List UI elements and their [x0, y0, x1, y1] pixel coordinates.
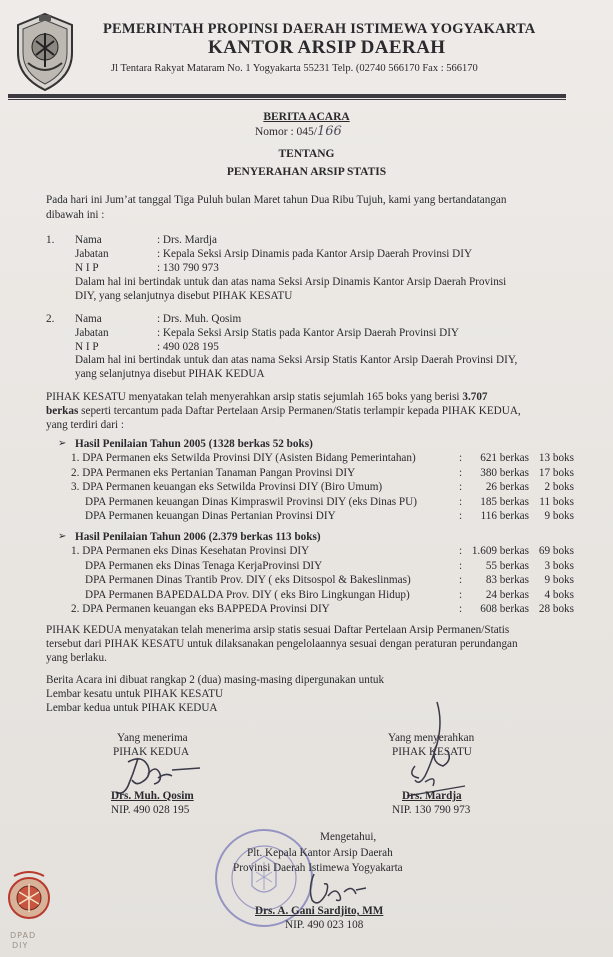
party-2-nip-label: N I P [75, 341, 99, 353]
number-handwritten: 166 [316, 124, 342, 139]
intro-line-2: dibawah ini : [46, 209, 105, 221]
item-colon: : [459, 466, 463, 479]
item-berkas: 116 berkas [480, 510, 529, 522]
item-boks: 2 boks [544, 481, 574, 493]
party-2-desc-2: yang selanjutnya disebut PIHAK KEDUA [75, 368, 265, 380]
closing-line-2: Lembar kesatu untuk PIHAK KESATU [46, 688, 224, 700]
item-description: DPA Permanen BAPEDALDA Prov. DIY ( eks Biro Lingkungan Hidup) [85, 588, 410, 601]
acknowledge-title-1: Plt. Kepala Kantor Arsip Daerah [247, 847, 393, 859]
item-colon: : [459, 559, 463, 572]
transfer-line-1 [46, 391, 488, 403]
item-boks: 9 boks [544, 510, 574, 522]
item-description: DPA Permanen keuangan Dinas Pertanian Provinsi DIY [85, 510, 336, 522]
item-berkas: 83 berkas [485, 574, 529, 586]
item-berkas: 608 berkas [480, 603, 529, 615]
giver-party: PIHAK KESATU [392, 746, 472, 758]
item-berkas: 380 berkas [480, 466, 529, 479]
section-2006-heading: Hasil Penilaian Tahun 2006 (2.379 berkas 113 boks) [75, 531, 321, 543]
item-boks: 69 boks [538, 545, 574, 557]
party-2-nip: : 490 028 195 [157, 341, 219, 353]
acknowledger-signature [300, 870, 370, 910]
document-number [255, 124, 342, 139]
item-colon: : [459, 545, 463, 557]
corner-label-top: DPAD [10, 931, 37, 940]
party-1-nama: : Drs. Mardja [157, 234, 217, 246]
party-1-nama-label: Nama [75, 234, 102, 246]
item-berkas: 55 berkas [485, 559, 529, 572]
item-berkas: 24 berkas [485, 588, 529, 601]
transfer-berkas-word: berkas [46, 405, 79, 417]
item-description: 2. DPA Permanen keuangan eks BAPPEDA Provinsi DIY [71, 603, 330, 615]
item-colon: : [459, 481, 463, 493]
item-boks: 28 boks [538, 603, 574, 615]
tentang-heading: TENTANG [278, 148, 335, 160]
item-boks: 4 boks [544, 588, 574, 601]
party-2-nama-label: Nama [75, 313, 102, 325]
item-description: 1. DPA Permanen eks Setwilda Provinsi DIY (Asisten Bidang Pemerintahan) [71, 452, 416, 464]
item-description: 1. DPA Permanen eks Dinas Kesehatan Provinsi DIY [71, 545, 310, 557]
party-2-desc-1: Dalam hal ini bertindak untuk dan atas nama Seksi Arsip Statis Kantor Arsip Daerah Provinsi DIY, [75, 354, 518, 366]
party-1-jabatan-label: Jabatan [75, 248, 109, 260]
acknowledger-name: Drs. A. Gani Sardjito, MM [255, 905, 384, 917]
item-berkas: 26 berkas [485, 481, 529, 493]
party-1-nip: : 130 790 973 [157, 262, 219, 274]
receipt-line-2: tersebut dari PIHAK KESATU untuk dilaksanakan pengelolaannya sesuai dengan peraturan perundangan [46, 638, 518, 650]
header-address: Jl Tentara Rakyat Mataram No. 1 Yogyakarta 55231 Telp. (02740 566170 Fax : 566170 [111, 63, 478, 74]
item-description: 3. DPA Permanen keuangan eks Setwilda Provinsi DIY (Biro Umum) [71, 481, 383, 493]
header-rule-thin [8, 99, 566, 100]
item-boks: 17 boks [538, 466, 574, 479]
coat-of-arms-logo [12, 11, 78, 93]
item-description: DPA Permanen Dinas Trantib Prov. DIY ( eks Ditsospol & Bakeslinmas) [85, 574, 411, 586]
item-boks: 9 boks [544, 574, 574, 586]
number-label: Nomor : 045/ [255, 126, 317, 138]
bullet-2005: ➢ [58, 438, 67, 449]
item-berkas: 621 berkas [480, 452, 529, 464]
party-2-number: 2. [46, 313, 55, 325]
transfer-line-1-text: PIHAK KESATU menyatakan telah menyerahkan arsip statis sejumlah 165 boks yang berisi [46, 391, 463, 403]
item-boks: 3 boks [544, 559, 574, 572]
party-1-number: 1. [46, 234, 55, 246]
header-rule-thick [8, 94, 566, 98]
party-1-jabatan: : Kepala Seksi Arsip Dinamis pada Kantor Arsip Daerah Provinsi DIY [157, 248, 473, 260]
receipt-line-3: yang berlaku. [46, 652, 107, 664]
giver-signature [385, 700, 495, 800]
transfer-line-2-text: seperti tercantum pada Daftar Pertelaan Arsip Permanen/Statis terlampir kepada PIHAK KEDUA, [78, 405, 521, 417]
transfer-line-3: yang terdiri dari : [46, 419, 124, 431]
item-colon: : [459, 495, 463, 508]
party-2-jabatan: : Kepala Seksi Arsip Statis pada Kantor Arsip Daerah Provinsi DIY [157, 327, 460, 339]
closing-line-3: Lembar kedua untuk PIHAK KEDUA [46, 702, 218, 714]
receiver-nip: NIP. 490 028 195 [111, 804, 190, 816]
closing-line-1: Berita Acara ini dibuat rangkap 2 (dua) masing-masing dipergunakan untuk [46, 674, 385, 686]
item-colon: : [459, 510, 463, 522]
receiver-name: Drs. Muh. Qosim [111, 790, 194, 802]
receiver-party: PIHAK KEDUA [113, 746, 190, 758]
acknowledge-title-2: Provinsi Daerah Istimewa Yogyakarta [233, 862, 403, 874]
item-description: 2. DPA Permanen eks Pertanian Tanaman Pangan Provinsi DIY [71, 466, 356, 479]
receipt-line-1: PIHAK KEDUA menyatakan telah menerima arsip statis sesuai Daftar Pertelaan Arsip Permanen/Statis [46, 624, 510, 636]
item-colon: : [459, 603, 463, 615]
item-berkas: 185 berkas [480, 495, 529, 508]
party-2-nama: : Drs. Muh. Qosim [157, 313, 242, 325]
item-colon: : [459, 588, 463, 601]
party-1-nip-label: N I P [75, 262, 99, 274]
giver-role: Yang menyerahkan [388, 732, 475, 744]
acknowledger-nip: NIP. 490 023 108 [285, 919, 364, 931]
giver-name: Drs. Mardja [402, 790, 462, 802]
document-title: BERITA ACARA [263, 111, 350, 123]
transfer-line-2 [46, 405, 521, 417]
header-office: KANTOR ARSIP DAERAH [208, 37, 446, 58]
party-1-desc-1: Dalam hal ini bertindak untuk dan atas nama Seksi Arsip Dinamis Kantor Arsip Daerah Provinsi [75, 276, 507, 288]
item-colon: : [459, 574, 463, 586]
party-1-desc-2: DIY, yang selanjutnya disebut PIHAK KESATU [75, 290, 293, 302]
transfer-total-berkas: 3.707 [462, 391, 488, 403]
bullet-2006: ➢ [58, 531, 67, 542]
item-description: DPA Permanen eks Dinas Tenaga KerjaProvinsi DIY [85, 559, 323, 572]
corner-label-bottom: DIY [12, 941, 29, 950]
acknowledge-label: Mengetahui, [320, 831, 377, 843]
item-description: DPA Permanen keuangan Dinas Kimpraswil Provinsi DIY (eks Dinas PU) [85, 495, 417, 508]
subject-heading: PENYERAHAN ARSIP STATIS [226, 166, 387, 178]
section-2005-heading: Hasil Penilaian Tahun 2005 (1328 berkas 52 boks) [75, 438, 313, 450]
item-colon: : [459, 452, 463, 464]
item-boks: 13 boks [538, 452, 574, 464]
giver-nip: NIP. 130 790 973 [392, 804, 471, 816]
intro-line-1: Pada hari ini Jum’at tanggal Tiga Puluh bulan Maret tahun Dua Ribu Tujuh, kami yang bertandatangan [46, 194, 507, 206]
party-2-jabatan-label: Jabatan [75, 327, 109, 339]
receiver-role: Yang menerima [117, 732, 188, 744]
item-berkas: 1.609 berkas [471, 545, 529, 557]
header-government: PEMERINTAH PROPINSI DAERAH ISTIMEWA YOGYAKARTA [103, 21, 536, 37]
item-boks: 11 boks [539, 495, 574, 508]
